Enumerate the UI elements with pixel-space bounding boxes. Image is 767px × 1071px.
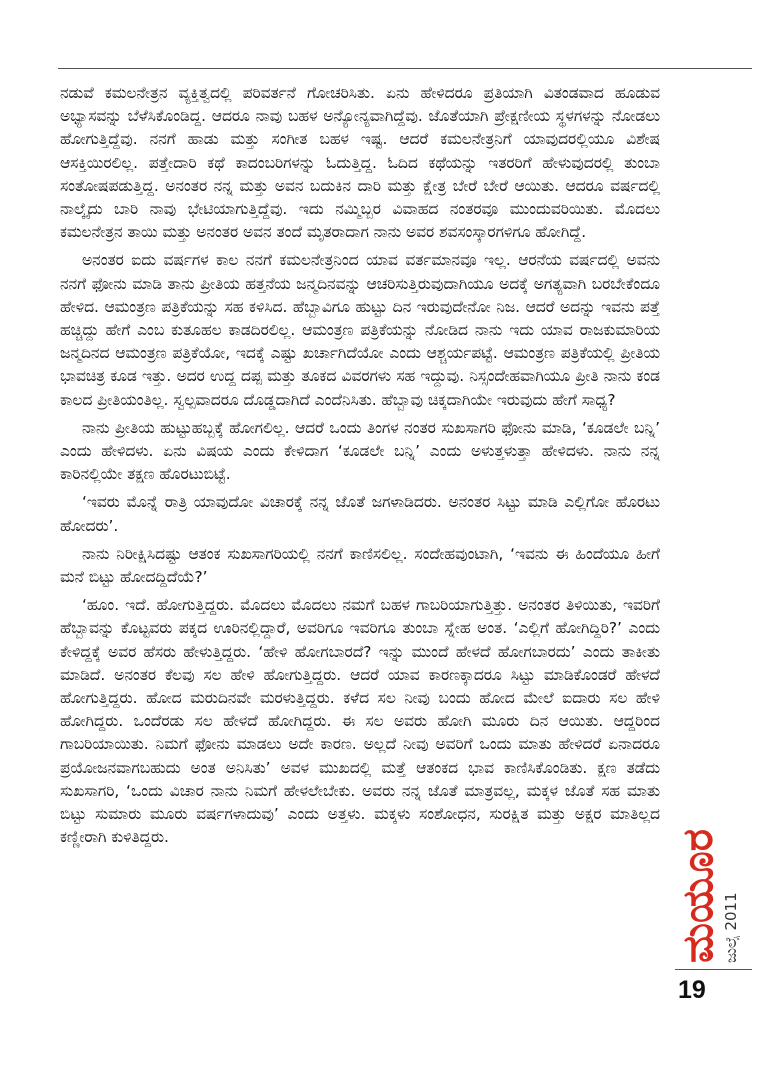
paragraph-5: ನಾನು ನಿರೀಕ್ಷಿಸಿದಷ್ಟು ಆತಂಕ ಸುಖಸಾಗರಿಯಲ್ಲಿ ನನಗೆ ಕಾಣಿಸಲಿಲ್ಲ. ಸಂದೇಹವುಂಟಾಗಿ, ‘ಇವನು ಈ ಹಿಂದೆಯೂ ಹೀಗೆ ಮನೆ ಬಿಟ್ಟು ಹೋದದ್ದಿದೆಯೆ?’ xyxy=(60,544,660,587)
side-rule xyxy=(675,969,752,970)
magazine-name: ಮಯೂರ xyxy=(673,829,722,963)
issue-date: ಜುಲೈ 2011 xyxy=(722,892,740,963)
paragraph-1: ನಡುವೆ ಕಮಲನೇತ್ರನ ವ್ಯಕ್ತಿತ್ವದಲ್ಲಿ ಪರಿವರ್ತನೆ ಗೋಚರಿಸಿತು. ಏನು ಹೇಳಿದರೂ ಪ್ರತಿಯಾಗಿ ವಿತಂಡವಾದ ಹೂಡುವ ಅಭ್ಯಾಸವನ್ನು ಬೆಳೆಸಿಕೊಂಡಿದ್ದ. ಆದರೂ ನಾವು ಬಹಳ ಅನ್ಯೋನ್ಯವಾಗಿದ್ದೆವು. ಜೊತೆಯಾಗಿ ಪ್ರೇಕ್ಷಣೀಯ ಸ್ಥಳಗಳನ್ನು ನೋಡಲು ಹೋಗುತ್ತಿದ್ದೆವು. ನನಗೆ ಹಾಡು ಮತ್ತು ಸಂಗೀತ ಬಹಳ ಇಷ್ಟ. ಆದರೆ ಕಮಲನೇತ್ರನಿಗೆ ಯಾವುದರಲ್ಲಿಯೂ ವಿಶೇಷ ಆಸಕ್ತಿಯಿರಲಿಲ್ಲ. ಪತ್ತೇದಾರಿ ಕಥೆ ಕಾದಂಬರಿಗಳನ್ನು ಓದುತ್ತಿದ್ದ. ಓದಿದ ಕಥೆಯನ್ನು ಇತರರಿಗೆ ಹೇಳುವುದರಲ್ಲಿ ತುಂಬಾ ಸಂತೋಷಪಡುತ್ತಿದ್ದ. ಅನಂತರ ನನ್ನ ಮತ್ತು ಅವನ ಬದುಕಿನ ದಾರಿ ಮತ್ತು ಕ್ಷೇತ್ರ ಬೇರೆ ಬೇರೆ ಆಯಿತು. ಆದರೂ ವರ್ಷದಲ್ಲಿ ನಾಲ್ಕೈದು ಬಾರಿ ನಾವು ಭೇಟಿಯಾಗುತ್ತಿದ್ದೆವು. ಇದು ನಮ್ಮಿಬ್ಬರ ವಿವಾಹದ ನಂತರವೂ ಮುಂದುವರಿಯಿತು. ಮೊದಲು ಕಮಲನೇತ್ರನ ತಾಯಿ ಮತ್ತು ಅನಂತರ ಅವನ ತಂದೆ ಮೃತರಾದಾಗ ನಾನು ಅವರ ಶವಸಂಸ್ಕಾರಗಳಿಗೂ ಹೋಗಿದ್ದೆ. xyxy=(60,84,660,242)
masthead-svg xyxy=(660,820,740,966)
paragraph-3: ನಾನು ಪ್ರೀತಿಯ ಹುಟ್ಟುಹಬ್ಬಕ್ಕೆ ಹೋಗಲಿಲ್ಲ. ಆದರೆ ಒಂದು ತಿಂಗಳ ನಂತರ ಸುಖಸಾಗರಿ ಫೋನು ಮಾಡಿ, ‘ಕೂಡಲೇ ಬನ್ನಿ’ ಎಂದು ಹೇಳಿದಳು. ಏನು ವಿಷಯ ಎಂದು ಕೇಳಿದಾಗ ‘ಕೂಡಲೇ ಬನ್ನಿ’ ಎಂದು ಅಳುತ್ತಳುತ್ತಾ ಹೇಳಿದಳು. ನಾನು ನನ್ನ ಕಾರಿನಲ್ಲಿಯೇ ತಕ್ಷಣ ಹೊರಟುಬಿಟ್ಟೆ. xyxy=(60,418,660,484)
article-body xyxy=(60,82,660,850)
top-rule xyxy=(58,68,752,69)
masthead xyxy=(660,820,740,966)
paragraph-2: ಅನಂತರ ಐದು ವರ್ಷಗಳ ಕಾಲ ನನಗೆ ಕಮಲನೇತ್ರನಿಂದ ಯಾವ ವರ್ತಮಾನವೂ ಇಲ್ಲ. ಆರನೆಯ ವರ್ಷದಲ್ಲಿ ಅವನು ನನಗೆ ಫೋನು ಮಾಡಿ ತಾನು ಪ್ರೀತಿಯ ಹತ್ತನೆಯ ಜನ್ಮದಿನವನ್ನು ಆಚರಿಸುತ್ತಿರುವುದಾಗಿಯೂ ಅದಕ್ಕೆ ಅಗತ್ಯವಾಗಿ ಬರಬೇಕೆಂದೂ ಹೇಳಿದ. ಆಮಂತ್ರಣ ಪತ್ರಿಕೆಯನ್ನು ಸಹ ಕಳಿಸಿದ. ಹೆಬ್ಬಾವಿಗೂ ಹುಟ್ಟು ದಿನ ಇರುವುದೇನೋ ನಿಜ. ಆದರೆ ಅದನ್ನು ಇವನು ಪತ್ತೆ ಹಚ್ಚಿದ್ದು ಹೇಗೆ ಎಂಬ ಕುತೂಹಲ ಕಾಡದಿರಲಿಲ್ಲ. ಆಮಂತ್ರಣ ಪತ್ರಿಕೆಯನ್ನು ನೋಡಿದ ನಾನು ಇದು ಯಾವ ರಾಜಕುಮಾರಿಯ ಜನ್ಮದಿನದ ಆಮಂತ್ರಣ ಪತ್ರಿಕೆಯೋ, ಇದಕ್ಕೆ ಎಷ್ಟು ಖರ್ಚಾಗಿದೆಯೋ ಎಂದು ಆಶ್ಚರ್ಯಪಟ್ಟೆ. ಆಮಂತ್ರಣ ಪತ್ರಿಕೆಯಲ್ಲಿ ಪ್ರೀತಿಯ ಭಾವಚಿತ್ರ ಕೂಡ ಇತ್ತು. ಅದರ ಉದ್ದ ದಪ್ಪ ಮತ್ತು ತೂಕದ ವಿವರಗಳು ಸಹ ಇದ್ದುವು. ನಿಸ್ಸಂದೇಹವಾಗಿಯೂ ಪ್ರೀತಿ ನಾನು ಕಂಡ ಕಾಲದ ಪ್ರೀತಿಯಂತಿಲ್ಲ. ಸ್ವಲ್ಪವಾದರೂ ದೊಡ್ಡದಾಗಿದೆ ಎಂದೆನಿಸಿತು. ಹೆಬ್ಬಾವು ಚಿಕ್ಕದಾಗಿಯೇ ಇರುವುದು ಹೇಗೆ ಸಾಧ್ಯ? xyxy=(60,251,660,409)
paragraph-6: ‘ಹೂಂ. ಇದೆ. ಹೋಗುತ್ತಿದ್ದರು. ಮೊದಲು ಮೊದಲು ನಮಗೆ ಬಹಳ ಗಾಬರಿಯಾಗುತ್ತಿತ್ತು. ಅನಂತರ ತಿಳಿಯಿತು, ಇವರಿಗೆ ಹೆಬ್ಬಾವನ್ನು ಕೊಟ್ಟವರು ಪಕ್ಕದ ಊರಿನಲ್ಲಿದ್ದಾರೆ, ಅವರಿಗೂ ಇವರಿಗೂ ತುಂಬಾ ಸ್ನೇಹ ಅಂತ. ‘ಎಲ್ಲಿಗೆ ಹೋಗಿದ್ದಿರಿ?’ ಎಂದು ಕೇಳಿದ್ದಕ್ಕೆ ಅವರ ಹೆಸರು ಹೇಳುತ್ತಿದ್ದರು. ‘ಹೇಳಿ ಹೋಗಬಾರದೆ? ಇನ್ನು ಮುಂದೆ ಹೇಳದೆ ಹೋಗಬಾರದು’ ಎಂದು ತಾಕೀತು ಮಾಡಿದೆ. ಅನಂತರ ಕೆಲವು ಸಲ ಹೇಳಿ ಹೋಗುತ್ತಿದ್ದರು. ಆದರೆ ಯಾವ ಕಾರಣಕ್ಕಾದರೂ ಸಿಟ್ಟು ಮಾಡಿಕೊಂಡರೆ ಹೇಳದೆ ಹೋಗುತ್ತಿದ್ದರು. ಹೋದ ಮರುದಿನವೇ ಮರಳುತ್ತಿದ್ದರು. ಕಳೆದ ಸಲ ನೀವು ಬಂದು ಹೋದ ಮೇಲೆ ಐದಾರು ಸಲ ಹೇಳಿ ಹೋಗಿದ್ದರು. ಒಂದೆರಡು ಸಲ ಹೇಳದೆ ಹೋಗಿದ್ದರು. ಈ ಸಲ ಅವರು ಹೋಗಿ ಮೂರು ದಿನ ಆಯಿತು. ಆದ್ದರಿಂದ ಗಾಬರಿಯಾಯಿತು. ನಿಮಗೆ ಫೋನು ಮಾಡಲು ಅದೇ ಕಾರಣ. ಅಲ್ಲದೆ ನೀವು ಅವರಿಗೆ ಒಂದು ಮಾತು ಹೇಳಿದರೆ ಏನಾದರೂ ಪ್ರಯೋಜನವಾಗಬಹುದು ಅಂತ ಅನಿಸಿತು’ ಅವಳ ಮುಖದಲ್ಲಿ ಮತ್ತೆ ಆತಂಕದ ಭಾವ ಕಾಣಿಸಿಕೊಂಡಿತು. ಕ್ಷಣ ತಡೆದು ಸುಖಸಾಗರಿ, ‘ಒಂದು ವಿಚಾರ ನಾನು ನಿಮಗೆ ಹೇಳಲೇಬೇಕು. ಅವರು ನನ್ನ ಜೊತೆ ಮಾತ್ರವಲ್ಲ, ಮಕ್ಕಳ ಜೊತೆ ಸಹ ಮಾತು ಬಿಟ್ಟು ಸುಮಾರು ಮೂರು ವರ್ಷಗಳಾದುವು’ ಎಂದು ಅತ್ತಳು. ಮಕ್ಕಳು ಸಂಶೋಧನ, ಸುರಕ್ಷಿತ ಮತ್ತು ಅಕ್ಷರ ಮಾತಿಲ್ಲದ ಕಣ್ಣೀರಾಗಿ ಕುಳಿತಿದ್ದರು. xyxy=(60,596,660,847)
paragraph-4: ‘ಇವರು ಮೊನ್ನೆ ರಾತ್ರಿ ಯಾವುದೋ ವಿಚಾರಕ್ಕೆ ನನ್ನ ಜೊತೆ ಜಗಳಾಡಿದರು. ಅನಂತರ ಸಿಟ್ಟು ಮಾಡಿ ಎಲ್ಲಿಗೋ ಹೊರಟು ಹೋದರು’. xyxy=(60,493,660,535)
page-number: 19 xyxy=(678,976,706,1004)
